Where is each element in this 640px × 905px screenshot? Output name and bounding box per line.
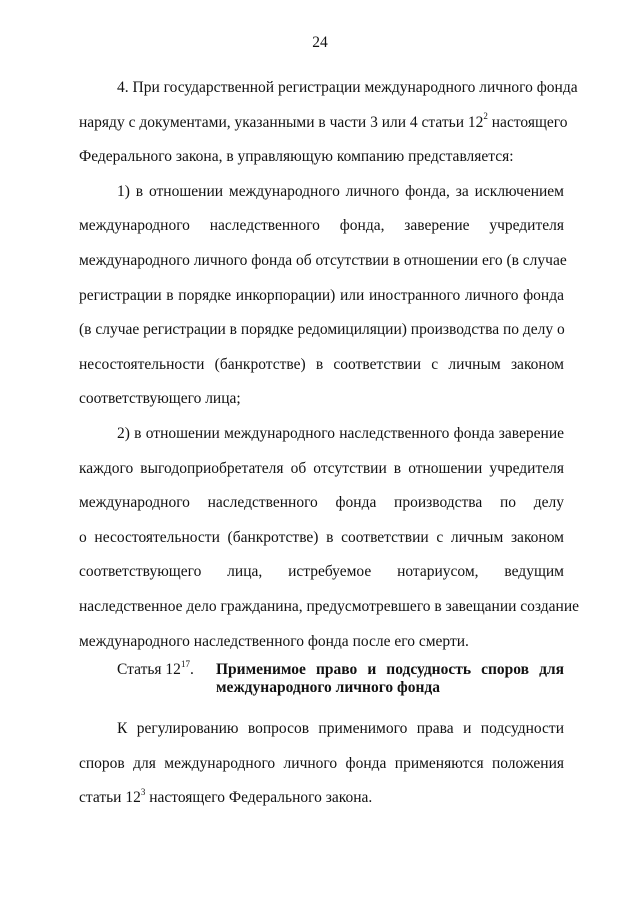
text-line: соответствующего лица, истребуемое нотариусом, ведущим — [79, 563, 564, 581]
text-fragment: статьи 12 — [79, 789, 141, 807]
text-line: каждого выгодоприобретателя об отсутствии в отношении учредителя — [79, 459, 564, 477]
page-number: 24 — [312, 34, 328, 51]
text-line: международного наследственного фонда после его смерти. — [79, 632, 469, 650]
text-line: споров для международного личного фонда применяются положения — [79, 754, 564, 772]
text-line — [79, 781, 564, 816]
text-fragment: . — [189, 661, 194, 679]
paragraph-final — [79, 712, 564, 816]
text-line: (в случае регистрации в порядке редомициляции) производства по делу о — [79, 321, 565, 339]
text-line: 1) в отношении международного личного фонда, за исключением — [117, 182, 564, 200]
text-line: международного наследственного фонда, заверение учредителя — [79, 217, 564, 235]
article-heading — [79, 658, 564, 697]
text-line: международного личного фонда — [216, 679, 440, 697]
text-line: 4. При государственной регистрации международного личного фонда — [117, 79, 578, 96]
text-line: регистрации в порядке инкорпорации) или иностранного личного фонда — [79, 286, 564, 304]
text-line: несостоятельности (банкротстве) в соответствии с личным законом — [79, 355, 564, 373]
superscript: 2 — [483, 111, 488, 122]
paragraph-4 — [79, 71, 578, 175]
text-line: международного наследственного фонда производства по делу — [79, 494, 564, 512]
text-line: К регулированию вопросов применимого права и подсудности — [117, 720, 564, 738]
article-title — [216, 661, 564, 697]
text-line: международного личного фонда об отсутствии в отношении его (в случае — [79, 251, 567, 269]
text-line: соответствующего лица; — [79, 390, 241, 408]
text-fragment: наряду с документами, указанными в части 3 или 4 статьи 12 — [79, 113, 484, 131]
text-fragment: настоящего — [487, 113, 568, 131]
superscript: 3 — [140, 787, 146, 798]
superscript: 17 — [180, 658, 190, 669]
text-fragment: настоящего Федерального закона. — [145, 789, 373, 807]
text-line: Применимое право и подсудность споров для — [216, 661, 564, 679]
text-line: 2) в отношении международного наследственного фонда заверение — [117, 424, 564, 442]
text-line: Федерального закона, в управляющую компанию представляется: — [79, 148, 514, 166]
text-line: о несостоятельности (банкротстве) в соответствии с личным законом — [79, 528, 564, 546]
text-line — [79, 106, 568, 141]
list-item-2 — [79, 417, 579, 659]
text-line: наследственное дело гражданина, предусмотревшего в завещании создание — [79, 597, 579, 615]
list-item-1 — [79, 175, 567, 417]
document-body — [79, 71, 579, 816]
article-number — [79, 658, 216, 697]
text-fragment: Статья 12 — [117, 661, 181, 679]
